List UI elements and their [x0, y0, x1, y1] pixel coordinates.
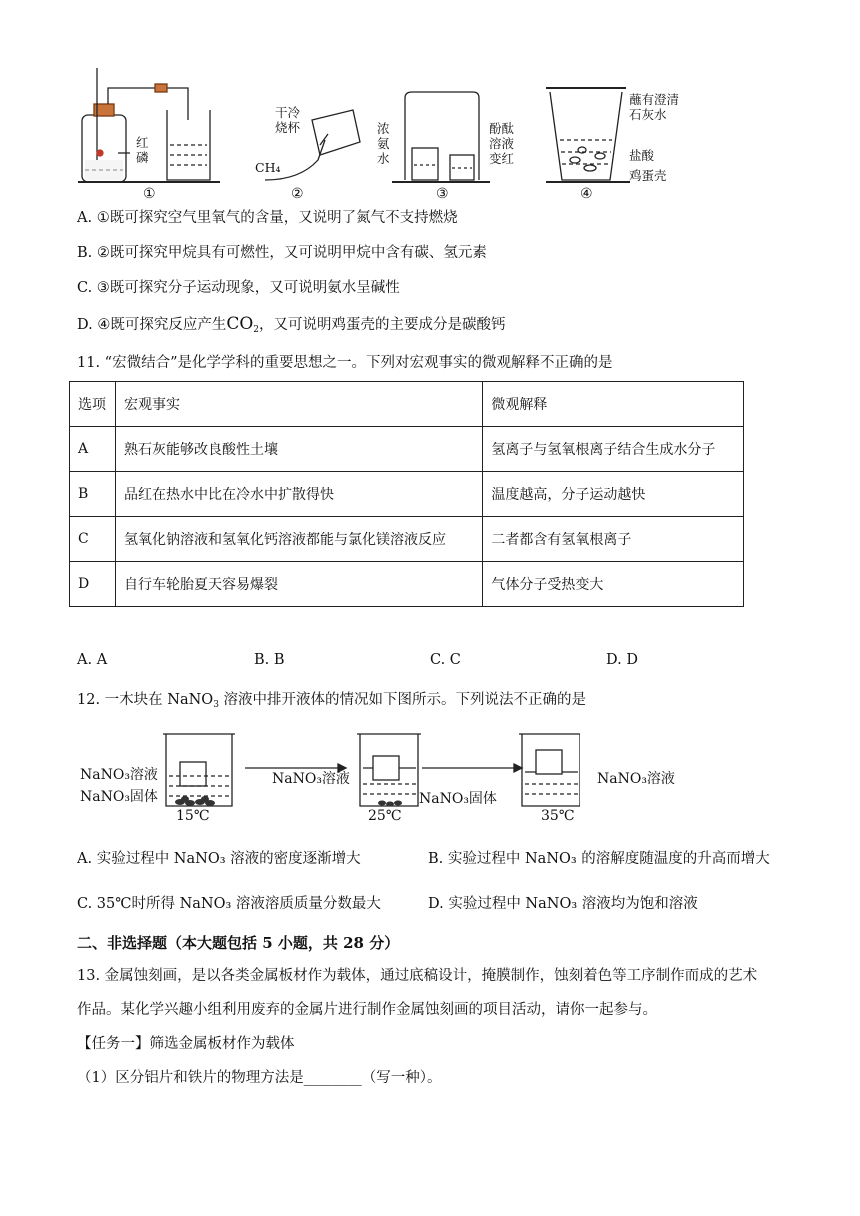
label-hydrochloric-acid: 盐酸	[629, 148, 655, 163]
label-methane: CH₄	[255, 160, 281, 175]
cell-explanation: 氢离子与氢氧根离子结合生成水分子	[483, 427, 744, 472]
cell-option: C	[70, 517, 116, 562]
q13-task-one: 【任务一】筛选金属板材作为载体	[77, 1036, 295, 1052]
label-dry-cold-beaker: 干冷 烧杯	[275, 105, 301, 135]
q13-question-1[interactable]: （1）区分铝片和铁片的物理方法是________（写一种）。	[77, 1070, 442, 1086]
q10-option-d[interactable]	[77, 314, 506, 340]
q11-choice-d[interactable]: D. D	[606, 652, 638, 668]
cell-option: D	[70, 562, 116, 607]
table-row	[70, 517, 744, 562]
label-solid-1: NaNO₃固体	[80, 789, 158, 805]
q12-option-d[interactable]: D. 实验过程中 NaNO₃ 溶液均为饱和溶液	[428, 896, 698, 912]
co2-formula: $CO_2$	[226, 314, 260, 335]
q11-table	[69, 381, 744, 607]
q10-option-d-post: ，又可说明鸡蛋壳的主要成分是碳酸钙	[259, 317, 506, 333]
header-option: 选项	[70, 382, 116, 427]
figure-number-4: ④	[580, 186, 593, 202]
table-row	[70, 472, 744, 517]
q10-option-c[interactable]: C. ③既可探究分子运动现象，又可说明氨水呈碱性	[77, 280, 400, 296]
cell-fact: 熟石灰能够改良酸性土壤	[115, 427, 482, 472]
cell-explanation: 温度越高，分子运动越快	[483, 472, 744, 517]
figure-number-3: ③	[436, 186, 449, 202]
label-solid-2: NaNO₃固体	[419, 791, 497, 807]
q12-stem: 12. 一木块在 NaNO$_3$ 溶液中排开液体的情况如下图所示。下列说法不正确的是	[77, 692, 587, 710]
section-heading: 二、非选择题（本大题包括 5 小题，共 28 分）	[77, 934, 400, 952]
label-sol-1: NaNO₃溶液	[80, 767, 158, 783]
cell-fact: 氢氧化钠溶液和氢氧化钙溶液都能与氯化镁溶液反应	[115, 517, 482, 562]
label-sol-2: NaNO₃溶液	[272, 771, 350, 787]
label-conc-ammonia: 浓 氨 水	[377, 121, 390, 166]
header-micro-explanation: 微观解释	[483, 382, 744, 427]
cell-fact: 品红在热水中比在冷水中扩散得快	[115, 472, 482, 517]
q12-option-b[interactable]: B. 实验过程中 NaNO₃ 的溶解度随温度的升高而增大	[428, 851, 770, 867]
figure-number-2: ②	[291, 186, 304, 202]
q11-choice-b[interactable]: B. B	[254, 652, 285, 668]
q13-paragraph-line2: 作品。某化学兴趣小组利用废弃的金属片进行制作金属蚀刻画的项目活动，请你一起参与。	[77, 1002, 657, 1018]
q11-choice-a[interactable]: A. A	[77, 652, 108, 668]
cell-option: B	[70, 472, 116, 517]
label-limewater: 蘸有澄清 石灰水	[629, 92, 680, 122]
q10-option-b[interactable]: B. ②既可探究甲烷具有可燃性，又可说明甲烷中含有碳、氢元素	[77, 245, 487, 261]
figure-number-1: ①	[143, 186, 156, 202]
label-eggshell: 鸡蛋壳	[629, 168, 667, 183]
q10-option-d-pre: D. ④既可探究反应产生	[77, 317, 227, 333]
label-sol-3: NaNO₃溶液	[597, 771, 675, 787]
q12-beaker-figure	[160, 728, 580, 813]
table-row	[70, 427, 744, 472]
q10-option-a[interactable]: A. ①既可探究空气里氧气的含量，又说明了氮气不支持燃烧	[77, 210, 458, 226]
label-red-phosphorus: 红 磷	[136, 135, 149, 165]
table-row	[70, 562, 744, 607]
cell-explanation: 二者都含有氢氧根离子	[483, 517, 744, 562]
q11-choice-c[interactable]: C. C	[430, 652, 461, 668]
header-macro-fact: 宏观事实	[115, 382, 482, 427]
temp-15: 15℃	[176, 808, 210, 824]
cell-option: A	[70, 427, 116, 472]
cell-explanation: 气体分子受热变大	[483, 562, 744, 607]
table-header-row	[70, 382, 744, 427]
q11-stem: 11. “宏微结合”是化学学科的重要思想之一。下列对宏观事实的微观解释不正确的是	[77, 355, 613, 371]
temp-25: 25℃	[368, 808, 402, 824]
q12-option-c[interactable]: C. 35℃时所得 NaNO₃ 溶液溶质质量分数最大	[77, 896, 381, 912]
cell-fact: 自行车轮胎夏天容易爆裂	[115, 562, 482, 607]
label-phenolphthalein: 酚酞 溶液 变红	[489, 121, 515, 166]
temp-35: 35℃	[541, 808, 575, 824]
q13-paragraph-line1: 13. 金属蚀刻画，是以各类金属板材作为载体，通过底稿设计，掩膜制作，蚀刻着色等工序制作而成的艺术	[77, 968, 758, 984]
q12-option-a[interactable]: A. 实验过程中 NaNO₃ 溶液的密度逐渐增大	[77, 851, 361, 867]
